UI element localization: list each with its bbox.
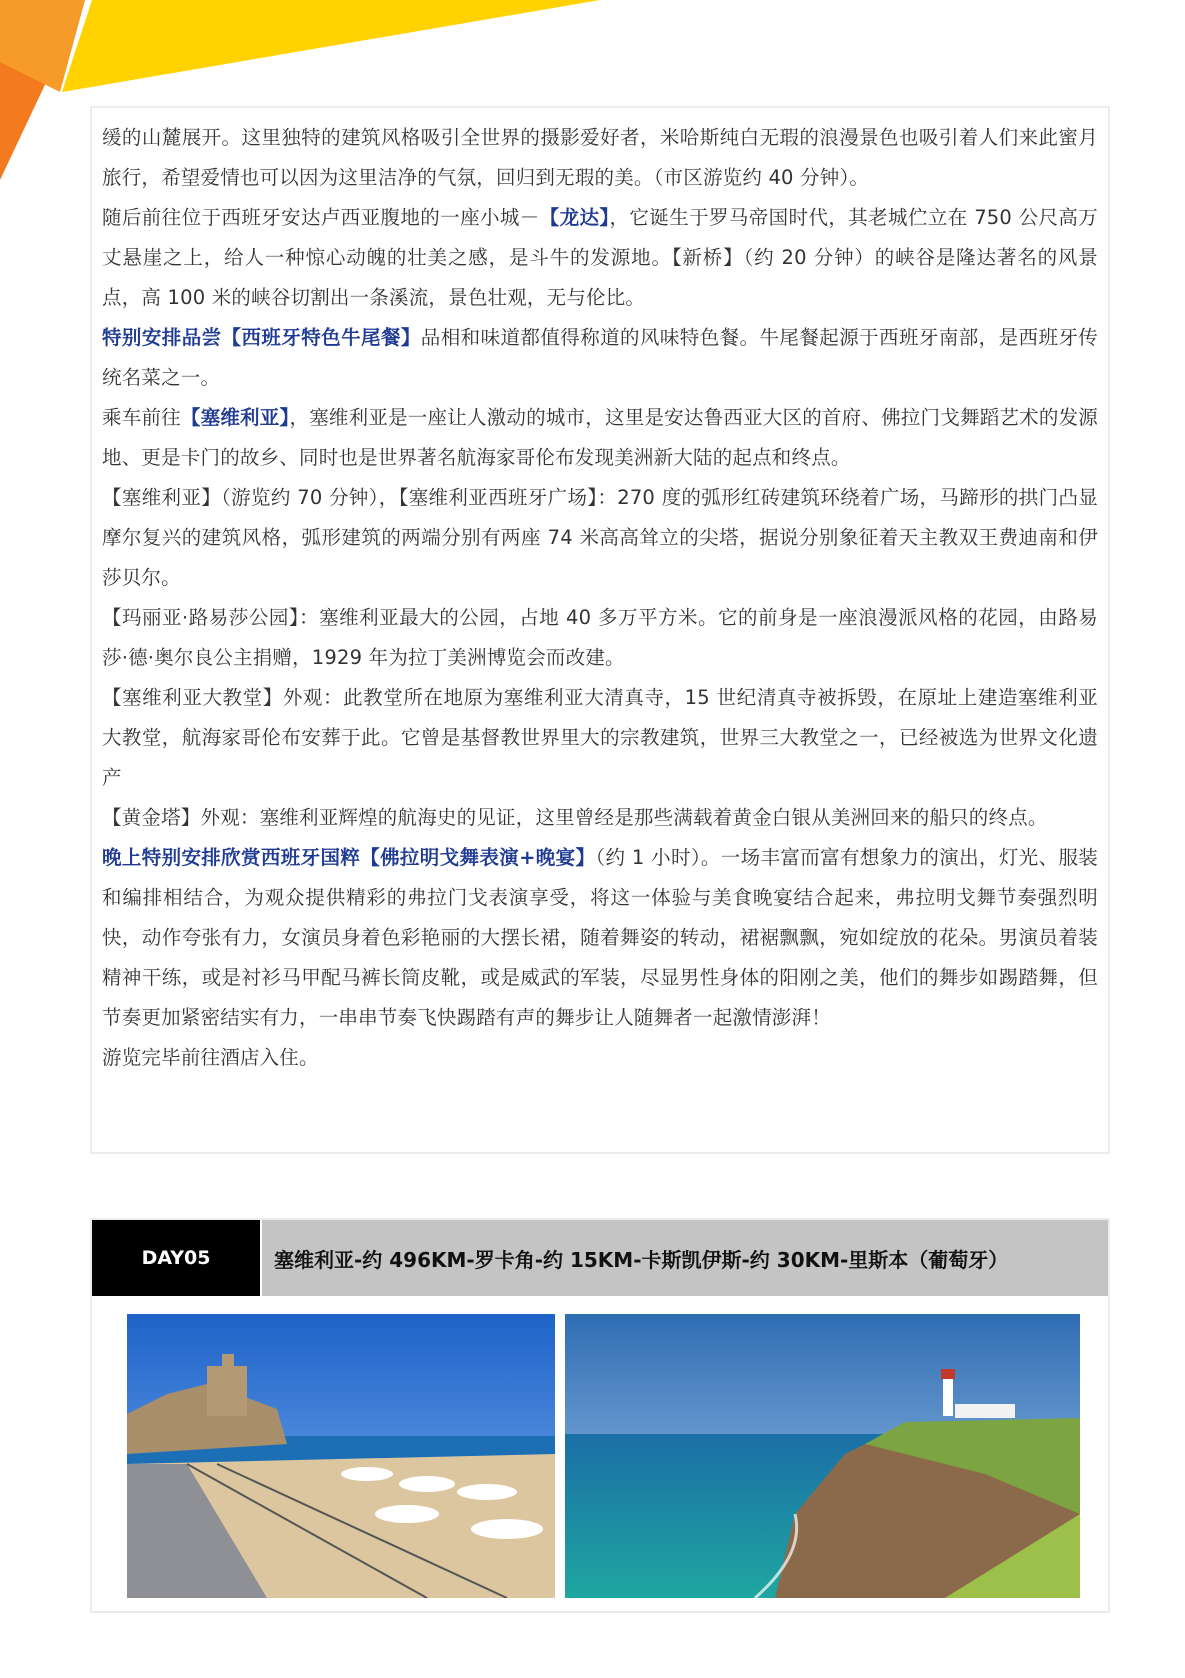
paragraph: [102, 318, 1098, 398]
paragraph: [102, 678, 1098, 798]
paragraph-text: 【黄金塔】外观：塞维利亚辉煌的航海史的见证，这里曾经是那些满载着黄金白银从美洲回来的船只的终点。: [102, 806, 1048, 829]
paragraph-text: 【塞维利亚】（游览约 70 分钟），【塞维利亚西班牙广场】：270 度的弧形红砖建筑环绕着广场，马蹄形的拱门凸显摩尔复兴的建筑风格，弧形建筑的两端分别有两座 74 米高高耸立的尖塔，据说分别象征着天主教双王费迪南和伊莎贝尔。: [102, 486, 1098, 589]
paragraph-text: 缓的山麓展开。这里独特的建筑风格吸引全世界的摄影爱好者，米哈斯纯白无瑕的浪漫景色也吸引着人们来此蜜月旅行，希望爱情也可以因为这里洁净的气氛，回归到无瑕的美。（市区游览约 40 分钟）。: [102, 126, 1098, 189]
paragraph: [102, 198, 1098, 318]
paragraph-text: 随后前往位于西班牙安达卢西亚腹地的一座小城－: [102, 206, 540, 229]
paragraph: [102, 1038, 1098, 1078]
cascais-beach-photo: [127, 1314, 555, 1598]
paragraph-text: ，塞维利亚是一座让人激动的城市，这里是安达鲁西亚大区的首府、佛拉门戈舞蹈艺术的发源地、更是卡门的故乡、同时也是世界著名航海家哥伦布发现美洲新大陆的起点和终点。: [102, 406, 1098, 469]
paragraph-text: 品相和味道都值得称道的风味特色餐。牛尾餐起源于西班牙南部，是西班牙传统名菜之一。: [102, 326, 1098, 389]
paragraph-text: 乘车前往: [102, 406, 181, 429]
paragraph: [102, 838, 1098, 1038]
paragraph: [102, 398, 1098, 478]
paragraph-text: 【塞维利亚大教堂】外观：此教堂所在地原为塞维利亚大清真寺，15 世纪清真寺被拆毁，在原址上建造塞维利亚大教堂，航海家哥伦布安葬于此。它曾是基督教世界里大的宗教建筑，世界三大教堂之一，已经被选为世界文化遗产: [102, 686, 1098, 789]
paragraph-text: 游览完毕前往酒店入住。: [102, 1046, 319, 1069]
itinerary-text-box: [90, 106, 1110, 1154]
paragraph: [102, 598, 1098, 678]
highlighted-text: 晚上特别安排欣赏西班牙国粹【佛拉明戈舞表演+晚宴】: [102, 846, 596, 869]
paragraph: [102, 478, 1098, 598]
paragraph-text: ，它诞生于罗马帝国时代，其老城伫立在 750 公尺高万丈悬崖之上，给人一种惊心动魄的壮美之感，是斗牛的发源地。【新桥】（约 20 分钟）的峡谷是隆达著名的风景点，高 100 米的峡谷切割出一条溪流，景色壮观，无与伦比。: [102, 206, 1098, 309]
paragraph: [102, 798, 1098, 838]
day-route-title: 塞维利亚-约 496KM-罗卡角-约 15KM-卡斯凯伊斯-约 30KM-里斯本（葡萄牙）: [262, 1220, 1108, 1296]
paragraph-text: 【玛丽亚·路易莎公园】：塞维利亚最大的公园，占地 40 多万平方米。它的前身是一座浪漫派风格的花园，由路易莎·德·奥尔良公主捐赠，1929 年为拉丁美洲博览会而改建。: [102, 606, 1098, 669]
paragraph-text: （约 1 小时）。一场丰富而富有想象力的演出，灯光、服装和编排相结合，为观众提供精彩的弗拉门戈表演享受，将这一体验与美食晚宴结合起来，弗拉明戈舞节奏强烈明快，动作夸张有力，女演员身着色彩艳丽的大摆长裙，随着舞姿的转动，裙裾飘飘，宛如绽放的花朵。男演员着装精神干练，或是衬衫马甲配马裤长筒皮靴，或是威武的军装，尽显男性身体的阳刚之美，他们的舞步如踢踏舞，但节奏更加紧密结实有力，一串串节奏飞快踢踏有声的舞步让人随舞者一起激情澎湃！: [102, 846, 1099, 1029]
day-badge: DAY05: [92, 1220, 260, 1296]
day-header: [92, 1220, 1108, 1296]
highlighted-text: 【塞维利亚】: [180, 406, 290, 429]
cabo-da-roca-lighthouse-photo: [565, 1314, 1080, 1598]
day-section: [90, 1218, 1110, 1613]
paragraph: [102, 118, 1098, 198]
highlighted-text: 【龙达】: [539, 206, 610, 229]
highlighted-text: 特别安排品尝【西班牙特色牛尾餐】: [102, 326, 421, 349]
